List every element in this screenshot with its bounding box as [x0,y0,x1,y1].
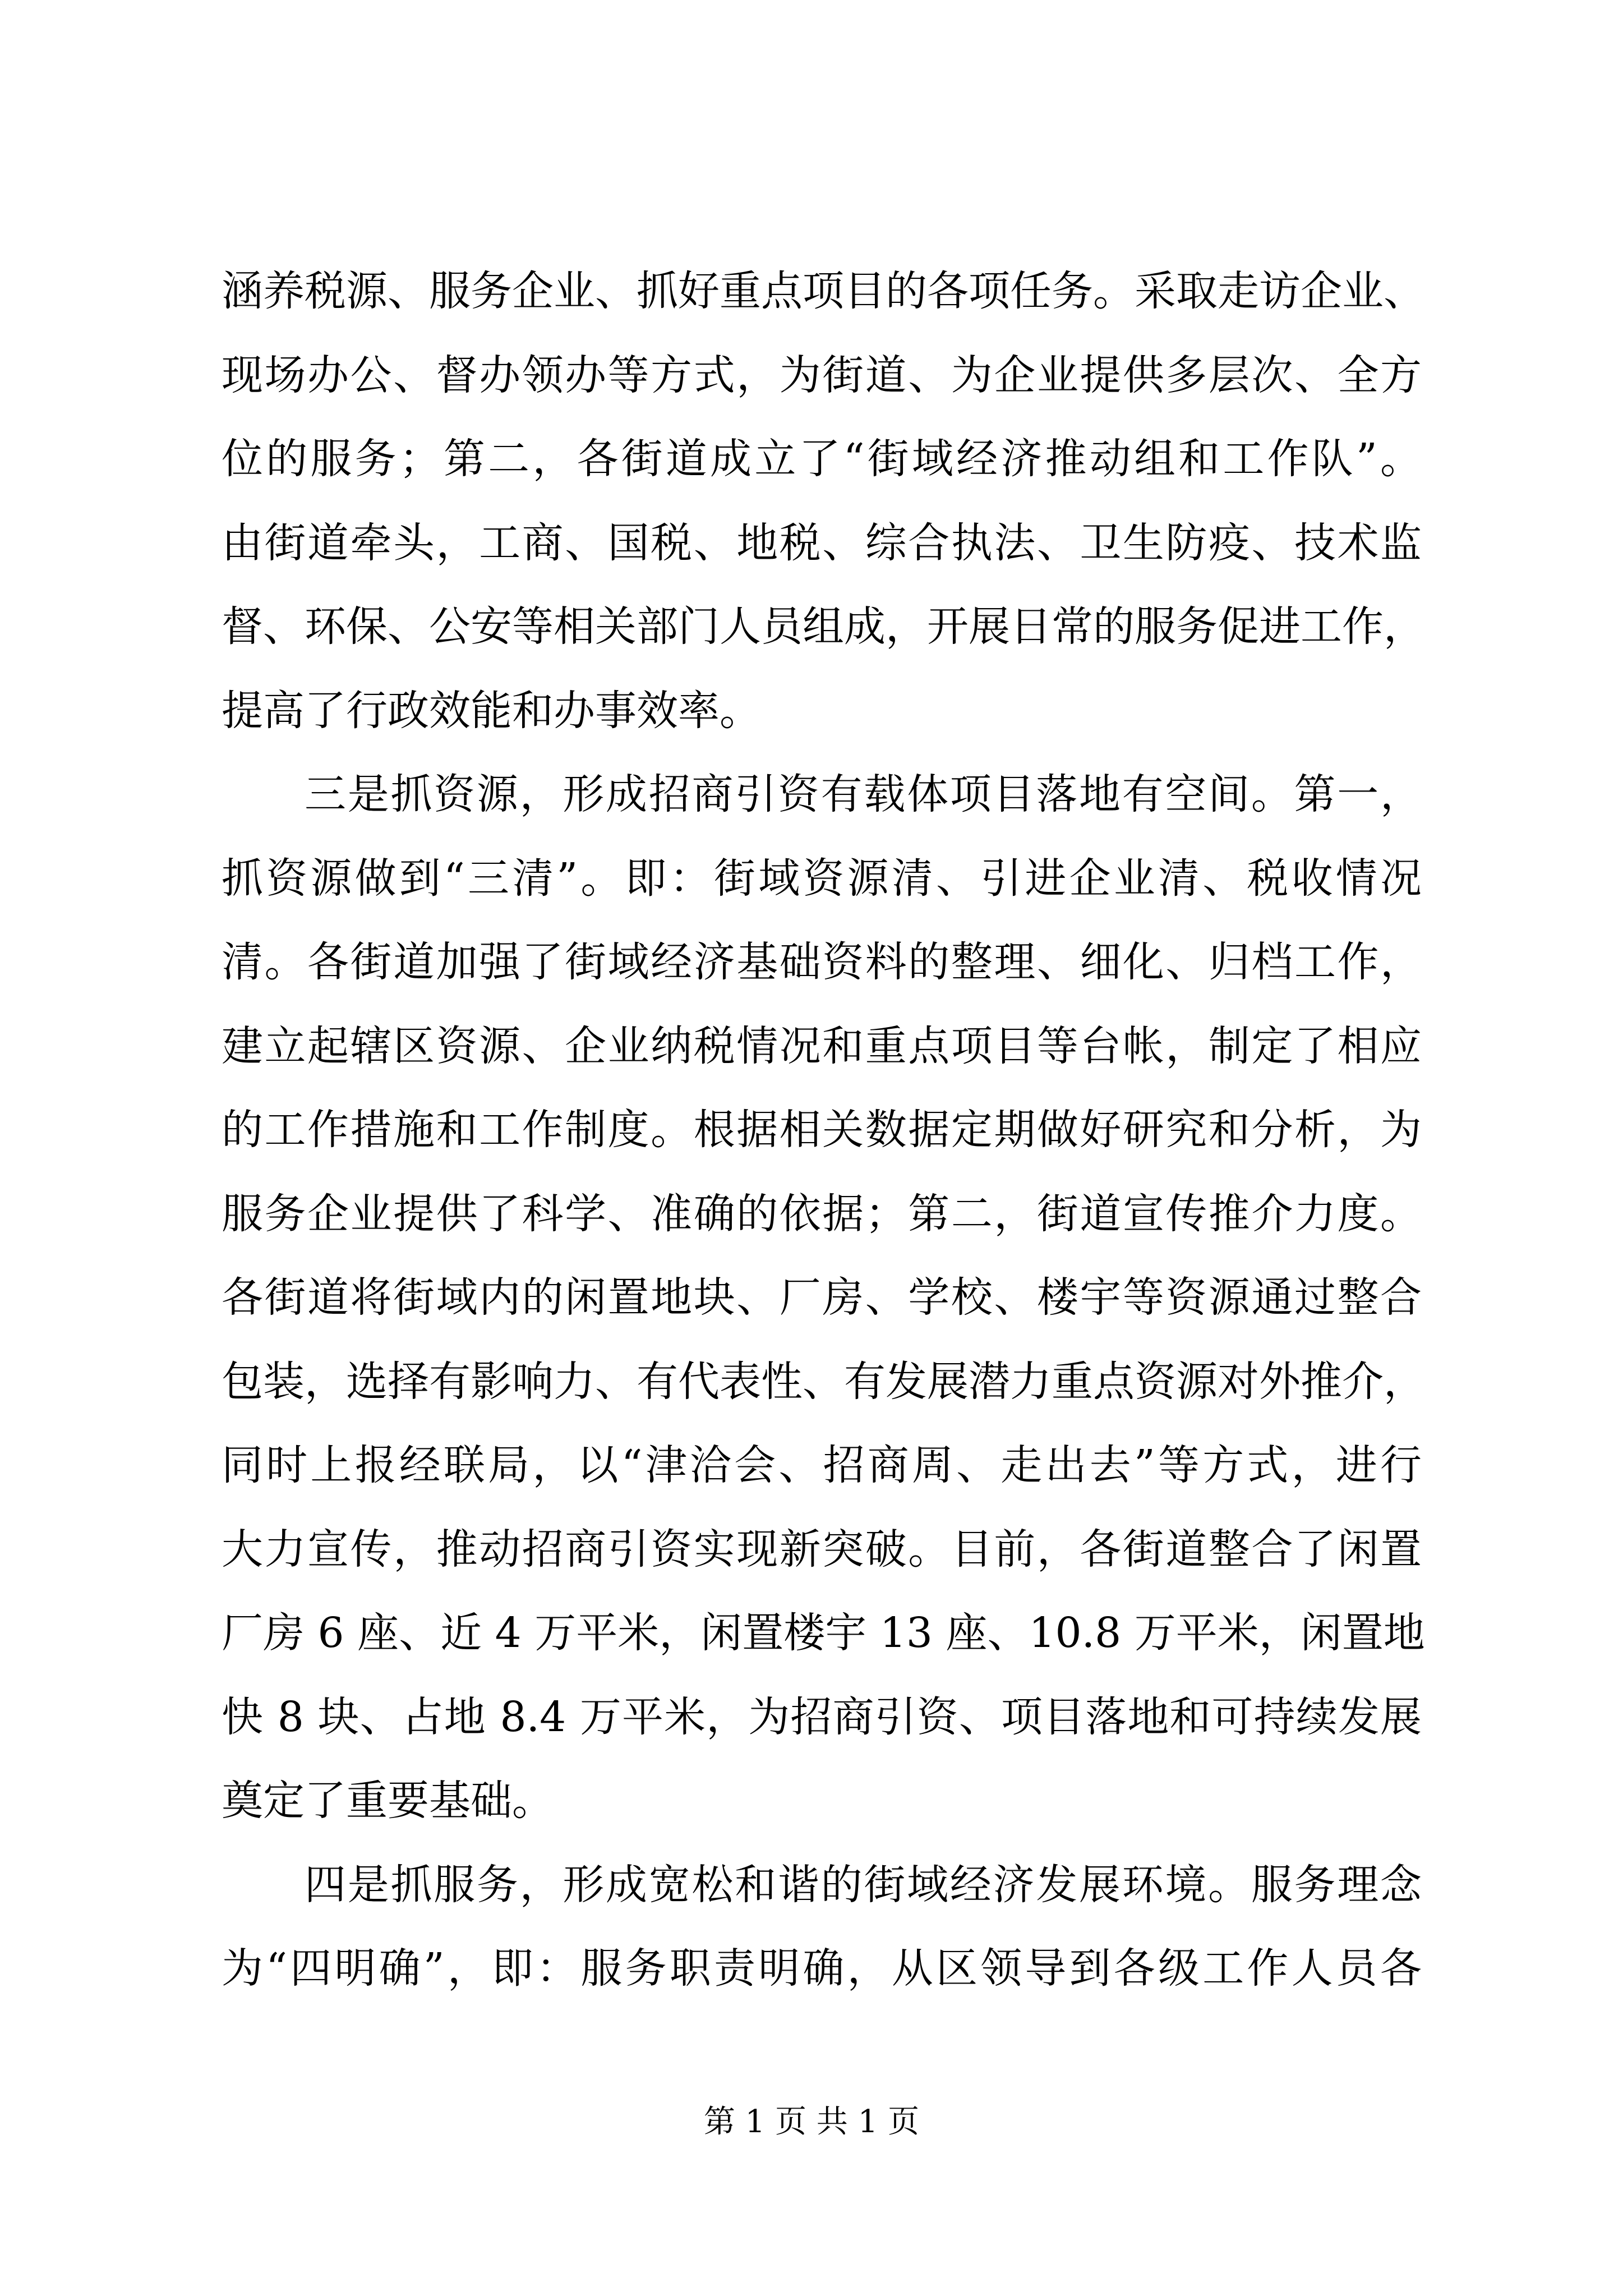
text-line: 的工作措施和工作制度。根据相关数据定期做好研究和分析，为 [222,1106,1422,1154]
text-line: 位的服务；第二，各街道成立了“街域经济推动组和工作队”。 [222,435,1422,483]
text-line: 三是抓资源，形成招商引资有载体项目落地有空间。第一， [305,770,1422,818]
text-line: 为“四明确”，即：服务职责明确，从区领导到各级工作人员各 [222,1944,1422,1993]
text-line: 现场办公、督办领办等方式，为街道、为企业提供多层次、全方 [222,351,1422,399]
text-line: 同时上报经联局，以“津洽会、招商周、走出去”等方式，进行 [222,1441,1422,1489]
text-line: 包装，选择有影响力、有代表性、有发展潜力重点资源对外推介， [222,1357,1425,1406]
body-text [222,250,1425,2011]
text-line: 快 8 块、占地 8.4 万平米，为招商引资、项目落地和可持续发展 [222,1692,1422,1741]
text-line: 建立起辖区资源、企业纳税情况和重点项目等台帐，制定了相应 [222,1022,1422,1070]
text-line: 督、环保、公安等相关部门人员组成，开展日常的服务促进工作， [222,602,1425,651]
text-line: 涵养税源、服务企业、抓好重点项目的各项任务。采取走访企业、 [222,267,1425,315]
text-line: 抓资源做到“三清”。即：街域资源清、引进企业清、税收情况 [222,854,1422,903]
text-line: 各街道将街域内的闲置地块、厂房、学校、楼宇等资源通过整合 [222,1273,1422,1322]
text-line: 服务企业提供了科学、准确的依据；第二，街道宣传推介力度。 [222,1189,1422,1238]
text-line: 奠定了重要基础。 [222,1777,554,1825]
text-line: 清。各街道加强了街域经济基础资料的整理、细化、归档工作， [222,938,1422,986]
text-line: 大力宣传，推动招商引资实现新突破。目前，各街道整合了闲置 [222,1525,1422,1573]
text-line: 四是抓服务，形成宽松和谐的街域经济发展环境。服务理念 [305,1860,1422,1909]
text-line: 由街道牵头，工商、国税、地税、综合执法、卫生防疫、技术监 [222,518,1422,567]
page-footer: 第 1 页 共 1 页 [703,2104,920,2140]
text-line: 厂房 6 座、近 4 万平米，闲置楼宇 13 座、10.8 万平米，闲置地 [222,1609,1425,1657]
text-line: 提高了行政效能和办事效率。 [222,686,761,735]
